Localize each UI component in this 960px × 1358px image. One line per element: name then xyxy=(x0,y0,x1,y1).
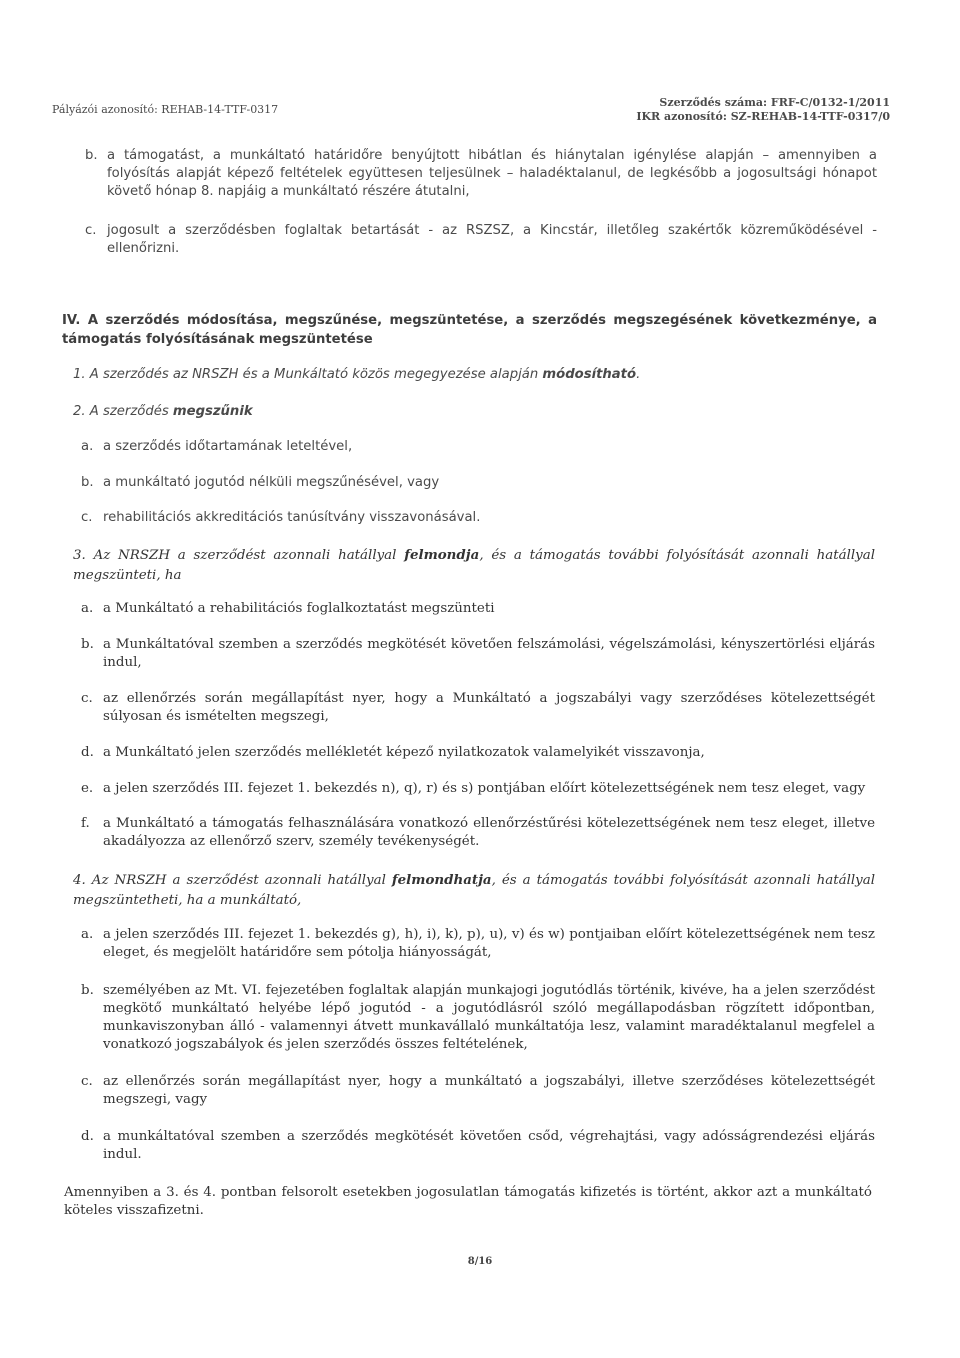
list-item: a Munkáltató a rehabilitációs foglalkoztatást megszünteti xyxy=(103,601,495,616)
list-item: a Munkáltatóval szemben a szerződés megkötését követően felszámolási, végelszámolási, kényszertörlési eljárás indul, xyxy=(103,637,875,670)
list-item: az ellenőrzés során megállapítást nyer, hogy a Munkáltató a jogszabályi vagy szerződéses kötelezettségét súlyosan és ismételten megszegi, xyxy=(103,691,875,724)
list-item: rehabilitációs akkreditációs tanúsítvány visszavonásával. xyxy=(103,510,481,525)
item-label: a. xyxy=(81,927,94,942)
list-item: jogosult a szerződésben foglaltak betartását - az RSZSZ, a Kincstár, illetőleg szakértők közreműködésével - ellenőrizni. xyxy=(107,223,877,256)
contract-header xyxy=(636,96,890,124)
item-label: c. xyxy=(81,1074,93,1089)
point-3: 3. Az NRSZH a szerződést azonnali hatállyal felmondja, és a támogatás további folyósítását azonnali hatállyal megszünteti, ha xyxy=(73,547,875,583)
contract-number: Szerződés száma: FRF-C/0132-1/2011 xyxy=(659,96,890,109)
point-1: 1. A szerződés az NRSZH és a Munkáltató közös megegyezése alapján módosítható. xyxy=(73,367,641,382)
emphasis: felmondhatja xyxy=(391,872,492,888)
item-label: d. xyxy=(81,745,94,760)
emphasis: módosítható xyxy=(542,367,637,382)
emphasis: megszűnik xyxy=(172,404,253,419)
point-4: 4. Az NRSZH a szerződést azonnali hatállyal felmondhatja, és a támogatás további folyósítását azonnali hatállyal megszüntetheti, ha a munkáltató, xyxy=(73,872,875,908)
point-number: 2. xyxy=(73,404,86,419)
list-item: a Munkáltató jelen szerződés mellékletét képező nyilatkozatok valamelyikét visszavonja, xyxy=(103,745,705,760)
item-label: c. xyxy=(85,223,97,238)
list-item: a munkáltatóval szemben a szerződés megkötését követően csőd, végrehajtási, vagy adósságrendezési eljárás indul. xyxy=(103,1129,875,1162)
item-label: a. xyxy=(81,601,94,616)
application-id: Pályázói azonosító: REHAB-14-TTF-0317 xyxy=(52,103,279,116)
item-label: b. xyxy=(81,637,94,652)
item-label: f. xyxy=(81,816,90,831)
ikr-id: IKR azonosító: SZ-REHAB-14-TTF-0317/0 xyxy=(636,110,890,123)
list-item: a jelen szerződés III. fejezet 1. bekezdés g), h), i), k), p), u), v) és w) pontjaiban előírt kötelezettségének nem tesz eleget, és megjelölt határidőre sem pótolja hiányosságát, xyxy=(103,927,875,960)
list-item: a munkáltató jogutód nélküli megszűnésével, vagy xyxy=(103,475,440,490)
list-item: személyében az Mt. VI. fejezetében foglaltak alapján munkajogi jogutódlás történik, kivéve, ha a jelen szerződést megkötő munkáltató helyébe lépő jogutód - a jogutódlásról szóló megállapodásban rögzített időpontban, munkaviszonyban álló - valamennyi átvett munkavállaló munkáltatója lesz, valamint maradéktalanul megfelel a vonatkozó jogszabályok és jelen szerződés összes feltételének, xyxy=(103,983,875,1052)
item-label: b. xyxy=(81,475,94,490)
point-number: 1. xyxy=(73,367,86,382)
page-number: 8/16 xyxy=(467,1256,493,1267)
list-item: a Munkáltató a támogatás felhasználására vonatkozó ellenőrzéstűrési kötelezettségének nem tesz eleget, illetve akadályozza az ellenőrző szerv, személy tevékenységét. xyxy=(103,816,875,849)
item-label: a. xyxy=(81,439,94,454)
section-heading: IV. A szerződés módosítása, megszűnése, megszüntetése, a szerződés megszegésének következménye, a támogatás folyósításának megszüntetése xyxy=(62,313,877,347)
emphasis: felmondja xyxy=(404,547,480,563)
item-label: b. xyxy=(81,983,94,998)
point-number: 4. xyxy=(73,873,86,888)
item-label: b. xyxy=(85,148,98,163)
list-item: a támogatást, a munkáltató határidőre benyújtott hibátlan és hiánytalan igénylése alapján – amennyiben a folyósítás alapját képező feltételek együttesen teljesülnek – haladéktalanul, de legkésőbb a jogosultsági hónapot követő hónap 8. napjáig a munkáltató részére átutalni, xyxy=(107,148,877,199)
item-label: d. xyxy=(81,1129,94,1144)
list-item: a szerződés időtartamának leteltével, xyxy=(103,439,353,454)
list-item: az ellenőrzés során megállapítást nyer, hogy a munkáltató a jogszabályi, illetve szerződéses kötelezettségét megszegi, vagy xyxy=(103,1074,875,1107)
point-number: 3. xyxy=(73,548,86,563)
point-2: 2. A szerződés megszűnik xyxy=(73,404,253,419)
item-label: c. xyxy=(81,691,93,706)
item-label: e. xyxy=(81,781,94,796)
list-item: a jelen szerződés III. fejezet 1. bekezdés n), q), r) és s) pontjában előírt kötelezettségének nem tesz eleget, vagy xyxy=(103,781,866,796)
item-label: c. xyxy=(81,510,93,525)
closing-paragraph: Amennyiben a 3. és 4. pontban felsorolt esetekben jogosulatlan támogatás kifizetés is történt, akkor azt a munkáltató köteles visszafizetni. xyxy=(64,1185,872,1218)
